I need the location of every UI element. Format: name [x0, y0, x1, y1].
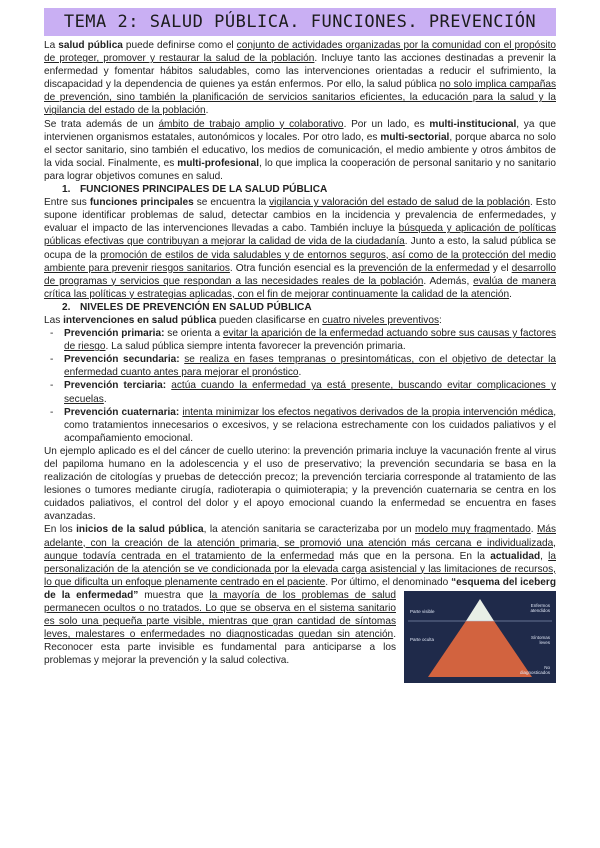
bold-term: Prevención cuaternaria:: [64, 406, 180, 418]
bold-term: multi-profesional: [177, 157, 260, 169]
underlined-text: vigilancia y valoración del estado de salud de la población: [269, 197, 530, 209]
bold-term: Prevención primaria:: [64, 328, 165, 340]
text: .: [205, 105, 209, 117]
section-number: 2.: [62, 301, 71, 313]
text: Se trata además de un: [44, 118, 159, 130]
example-paragraph: Un ejemplo aplicado es el del cáncer de cuello uterino: la prevención primaria incluye la vacunación frente al virus del papiloma humano en la adolescencia y el uso de preservativo; la prevención secundaria se basa en la realización de citologías y pruebas de detección precoz; la prevención terciaria corresponde al tratamiento de las lesiones o tumores mediante cirugía, radioterapia o quimioterapia; y la prevención cuaternaria se centra en los cuidados paliativos, el control del dolor y el apoyo emocional cuando la enfermedad se encuentra en fases avanzadas.: [44, 445, 556, 523]
iceberg-label-bottom-right: No diagnosticados: [520, 664, 551, 675]
document-body: [44, 39, 556, 683]
underlined-text: evitar la aparición de la enfermedad actuando sobre sus causas y factores de riesgo: [64, 328, 556, 353]
history-block: [44, 523, 556, 682]
underlined-text: búsqueda y aplicación de políticas públicas efectivas que contribuyan a mejorar la calidad de vida de la ciudadanía: [44, 223, 556, 248]
section-number: 1.: [62, 184, 71, 196]
bold-term: salud pública: [58, 40, 123, 51]
text: . Por último, el denominado: [325, 576, 452, 588]
bold-term: multi-sectorial: [380, 131, 450, 143]
list-item-quaternary: [44, 406, 556, 445]
text: , lo que implica la cooperación de personal sanitario y no sanitario para lograr objetivos comunes en salud.: [44, 157, 556, 182]
underlined-text: la personalización de la atención se ve condicionada por la elevada carga asistencial y las limitaciones de recursos, lo que dificulta un enfoque plenamente centrado en el paciente: [44, 550, 556, 588]
text: . Incluye tanto las acciones destinadas a prevenir la enfermedad y fomentar hábitos saludables, como las intervenciones orientadas a reducir el sufrimiento, la discapacidad y la dependencia de quienes ya están enfermos. Por ello, la salud pública: [44, 53, 557, 91]
text: . Otra función esencial es la: [229, 262, 359, 274]
section-2-heading: [44, 301, 556, 314]
bold-term: multi-institucional: [429, 118, 517, 130]
section-title: FUNCIONES PRINCIPALES DE LA SALUD PÚBLICA: [80, 184, 328, 196]
page-title: TEMA 2: SALUD PÚBLICA. FUNCIONES. PREVENCIÓN: [63, 12, 537, 32]
text: . Junto a esto, la salud pública se ocupa de la: [44, 236, 556, 261]
text: puede definirse como el: [122, 40, 237, 51]
section-1-heading: [44, 183, 556, 196]
section-2-intro: [44, 314, 556, 327]
underlined-text: Más adelante, con la creación de la atención primaria, se promovió una atención más cercana e individualizada, aunque todavía centrada en el tratamiento de la enfermedad: [44, 524, 556, 562]
text: . La salud pública siempre intenta favorecer la prevención primaria.: [105, 341, 406, 353]
text: pueden clasificarse en: [216, 314, 323, 326]
underlined-text: la mayoría de los problemas de salud permanecen ocultos o no tratados. Lo que se observa en el sistema sanitario es solo una pequeña parte visible, mientras que gran cantidad de síntomas leves, malestares o enfermedades no diagnosticadas quedan sin atención: [44, 589, 396, 641]
text: Entre sus: [44, 197, 90, 209]
text: se encuentra la: [193, 197, 270, 209]
text: :: [439, 314, 442, 326]
title-banner: [44, 8, 556, 36]
underlined-text: conjunto de actividades organizadas por la comunidad con el propósito de proteger, promover y restaurar la salud de la población: [44, 40, 556, 65]
intro-paragraph-2: [44, 118, 556, 183]
text: más que en la persona. En la: [334, 550, 491, 562]
text: . Por un lado, es: [343, 118, 430, 130]
underlined-text: intenta minimizar los efectos negativos derivados de la propia intervención médica: [182, 406, 554, 418]
text: En los: [44, 524, 77, 536]
section-title: NIVELES DE PREVENCIÓN EN SALUD PÚBLICA: [80, 301, 312, 313]
text: .: [298, 367, 302, 379]
text: ,: [540, 550, 549, 562]
bold-term: actualidad: [490, 550, 541, 562]
text: se orienta a: [164, 328, 223, 340]
underlined-text: se realiza en fases tempranas o presintomáticas, con el objetivo de detectar la enfermedad cuanto antes para mejorar el pronóstico: [64, 354, 556, 379]
underlined-text: ámbito de trabajo amplio y colaborativo: [158, 118, 344, 130]
underlined-text: desarrollo de programas y servicios que respondan a las necesidades reales de la población: [44, 262, 556, 287]
bold-term: funciones principales: [89, 197, 194, 209]
text: , porque abarca no solo el sector sanitario, sino también el educativo, los medios de comunicación, el medio ambiente y otros ámbitos de la vida social. Finalmente, es: [44, 131, 557, 169]
section-1-paragraph: [44, 196, 556, 301]
text: , como tratamientos innecesarios o excesivos, y se relaciona estrechamente con los cuidados paliativos y el acompañamiento emocional.: [64, 406, 556, 444]
iceberg-diagram: [404, 591, 556, 683]
underlined-text: evalúa de manera crítica las políticas y estrategias aplicadas, con el fin de mejorar continuamente la calidad de la atención: [44, 275, 556, 300]
bold-term: Prevención terciaria:: [64, 380, 167, 392]
intro-paragraph-1: [44, 39, 556, 118]
text: La: [44, 40, 59, 51]
text: . Reconocer esta parte invisible es fundamental para anticiparse a los problemas y mejorar la prevención y la salud colectiva.: [44, 629, 396, 667]
iceberg-label-top-right: Enfermos atendidos: [530, 602, 550, 613]
text: .: [509, 288, 512, 300]
text: .: [103, 393, 107, 405]
bold-term: intervenciones en salud pública: [63, 314, 217, 326]
bold-term: inicios de la salud pública: [76, 524, 204, 536]
text: . Esto supone identificar problemas de salud, detectar cambios en la incidencia y prevalencia de enfermedades, y evaluar el impacto de las intervenciones llevadas a cabo. También incluye la: [44, 197, 556, 235]
underlined-text: no solo implica campañas de prevención, sino también la planificación de servicios sanitarios eficientes, la educación para la salud y la vigilancia del estado de la población: [44, 79, 556, 117]
text: .: [530, 524, 537, 536]
text: . Además,: [423, 275, 474, 287]
iceberg-label-bottom-left: Parte oculta: [410, 636, 435, 642]
text: , ya que intervienen organismos estatales, autonómicos y locales. Por otro lado, es: [44, 118, 557, 143]
underlined-text: actúa cuando la enfermedad ya está presente, buscando evitar complicaciones y secuelas: [64, 380, 556, 405]
list-item-tertiary: [44, 379, 556, 405]
iceberg-label-mid-right: Síntomas leves: [530, 634, 550, 645]
iceberg-label-top-left: Parte visible: [410, 608, 435, 614]
text: muestra que: [138, 589, 210, 601]
underlined-text: cuatro niveles preventivos: [322, 314, 439, 326]
underlined-text: modelo muy fragmentado: [415, 524, 531, 536]
underlined-text: promoción de estilos de vida saludables y de entornos seguros, así como de la protección del medio ambiente para prevenir riesgos sanitarios: [44, 249, 556, 274]
list-item-secondary: [44, 353, 556, 379]
history-paragraph: [44, 523, 556, 675]
underlined-text: prevención de la enfermedad: [358, 262, 490, 274]
list-item-primary: [44, 327, 556, 353]
text: y el: [489, 262, 512, 274]
text: , la atención sanitaria se caracterizaba por un: [203, 524, 416, 536]
prevention-levels-list: [44, 327, 556, 445]
text: Las: [44, 314, 64, 326]
bold-term: Prevención secundaria:: [64, 354, 180, 366]
bold-term: “esquema del iceberg de la enfermedad”: [44, 576, 556, 601]
